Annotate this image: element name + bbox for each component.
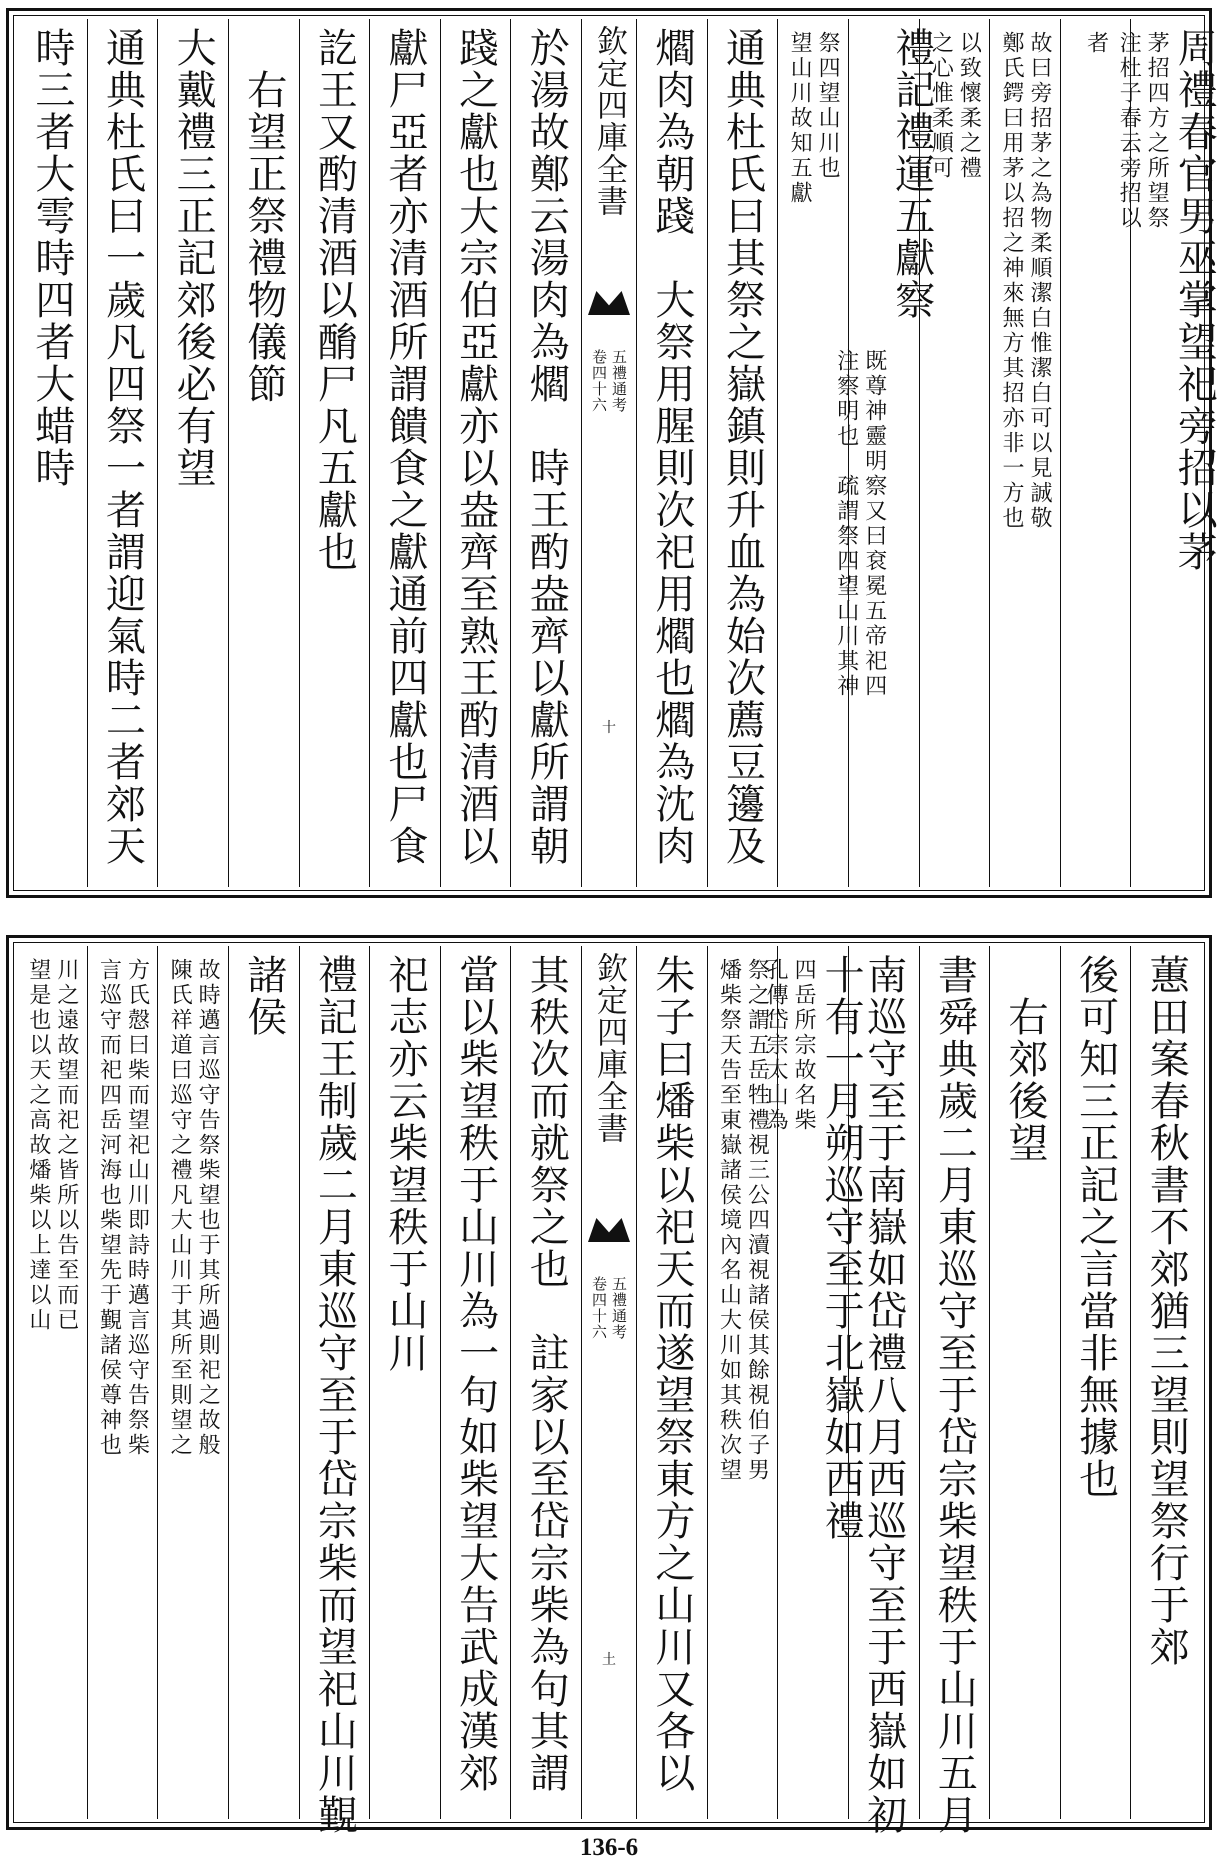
text-column [228,946,299,1819]
text-column [228,19,299,887]
annotation-text: 望是也以天之高故燔柴以上達以山 [25,958,51,1333]
lower-page-columns [17,946,1201,1836]
masthead-column [581,19,636,887]
annotation-text: 之心惟柔順可 [928,31,954,181]
masthead-meta-line: 卷四十六 [590,349,608,413]
annotation-text: 燔柴祭天告至東嶽諸侯境內名山大川如其秩次望 [716,958,742,1483]
upper-page [6,8,1218,898]
folio-number: 土 [602,1652,616,1668]
page-number: 136-6 [579,1834,639,1861]
text-column [440,19,511,887]
upper-page-columns [17,19,1218,887]
text-column [833,19,935,887]
masthead-meta [582,349,636,413]
text-column [777,19,848,887]
main-text: 蕙田案春秋書不郊猶三望則望祭行于郊 [1143,954,1190,1668]
section-caption: 右郊後望 [1001,996,1048,1164]
annotation-text: 既尊神靈明察又曰袞冕五帝祀四 [861,349,887,699]
main-text: 通典杜氏曰一歲凡四祭一者謂迎氣時二者郊天 [99,27,146,867]
main-text: 書舜典歲二月東巡守至于岱宗柴望秩于山川五月 [931,954,978,1836]
main-text: 後可知三正記之言當非無據也 [1072,954,1119,1500]
text-column [299,946,370,1836]
text-column [763,946,865,1819]
main-text: 十有一月朔巡守至于北嶽如西禮 [818,954,865,1542]
annotation-text: 方氏慤曰柴而望祀山川即詩時邁言巡守告祭柴 [124,958,150,1458]
annotation-text: 以致懷柔之禮 [956,31,982,181]
annotation-text: 故曰旁招茅之為物柔順潔白惟潔白可以見誠敬 [1026,31,1052,531]
main-text: 通典杜氏曰其祭之嶽鎮則升血為始次薦豆籩及 [719,27,766,867]
main-text: 獻尸亞者亦清酒所謂饋食之獻通前四獻也尸食 [381,27,428,867]
annotation-text: 祭四望山川也 [815,31,841,181]
main-text: 訖王又酌清酒以酳尸凡五獻也 [311,27,358,573]
section-caption: 右望正祭禮物儀節 [240,69,287,405]
annotation-text: 言巡守而祀四岳河海也柴望先于覲諸侯尊神也 [96,958,122,1458]
text-column [989,946,1060,1819]
text-column [157,946,228,1819]
text-column [1116,19,1218,887]
annotation-text: 陳氏祥道曰巡守之禮凡大山川于其所至則望之 [167,958,193,1458]
main-text: 周禮春官男巫掌望祀旁招以茅 [1171,27,1218,573]
text-column [17,19,87,887]
text-column [1130,946,1201,1819]
text-column [87,19,158,887]
masthead-meta [582,1276,636,1340]
annotation-text: 故時邁言巡守告祭柴望也于其所過則祀之故般 [195,958,221,1458]
text-column [157,19,228,887]
main-text: 祀志亦云柴望秩于山川 [381,954,428,1374]
text-column [1060,19,1131,887]
text-column [299,19,370,887]
annotation-text: 注杜子春云旁招以 [1116,31,1142,231]
text-column [919,946,990,1836]
text-column [707,946,778,1819]
annotation-text: 川之遠故望而祀之皆所以告至而已 [53,958,79,1333]
masthead-title: 欽定四庫全書 [591,952,627,1144]
annotation-text: 孔傳岱宗太山為 [763,958,789,1133]
text-column [636,946,707,1819]
annotation-text: 茅招四方之所望祭 [1144,31,1170,231]
text-column [707,19,778,887]
text-column [17,946,87,1819]
text-column [440,946,511,1819]
masthead-column [581,946,636,1819]
text-column [636,19,707,887]
text-column [1060,946,1131,1819]
text-column [510,946,581,1819]
text-column [369,946,440,1819]
text-column [369,19,440,887]
text-column [510,19,581,887]
main-text: 其秩次而就祭之也 註家以至岱宗柴為句其謂 [523,954,570,1794]
masthead-meta-line: 卷四十六 [590,1276,608,1340]
main-text: 禮記禮運五獻察 [888,27,935,321]
text-column [87,946,158,1819]
main-text: 朱子曰燔柴以祀天而遂望祭東方之山川又各以 [648,954,695,1794]
annotation-text: 祭之謂五岳牲禮視三公四瀆視諸侯其餘視伯子男 [744,958,770,1483]
text-column [989,19,1060,887]
annotation-text: 四岳所宗故名柴 [791,958,817,1133]
folio-number: 十 [602,720,616,736]
masthead-title: 欽定四庫全書 [591,25,627,217]
annotation-text: 注察明也 疏謂祭四望山川其神 [833,349,859,699]
annotation-text: 者 [1083,31,1109,56]
masthead-meta-line: 五禮通考 [610,1276,628,1340]
main-text: 於湯故鄭云湯肉為爓 時王酌盎齊以獻所謂朝 [523,27,570,867]
annotation-text: 鄭氏鍔曰用茅以招之神來無方其招亦非一方也 [998,31,1024,531]
main-text: 時三者大雩時四者大蜡時 [28,27,75,489]
main-text: 當以柴望秩于山川為一句如柴望大告武成漢郊 [452,954,499,1794]
masthead-meta-line: 五禮通考 [610,349,628,413]
main-text: 禮記王制歲二月東巡守至于岱宗柴而望祀山川覲 [311,954,358,1836]
lower-page [6,935,1212,1836]
main-text: 南巡守至于南嶽如岱禮八月西巡守至于西嶽如初 [860,954,907,1836]
annotation-text: 望山川故知五獻 [787,31,813,206]
main-text: 大戴禮三正記郊後必有望 [170,27,217,489]
main-text: 踐之獻也大宗伯亞獻亦以盎齊至熟王酌清酒以 [452,27,499,867]
main-text: 諸侯 [240,954,287,1038]
main-text: 爓肉為朝踐 大祭用腥則次祀用爓也爓為沈肉 [648,27,695,867]
